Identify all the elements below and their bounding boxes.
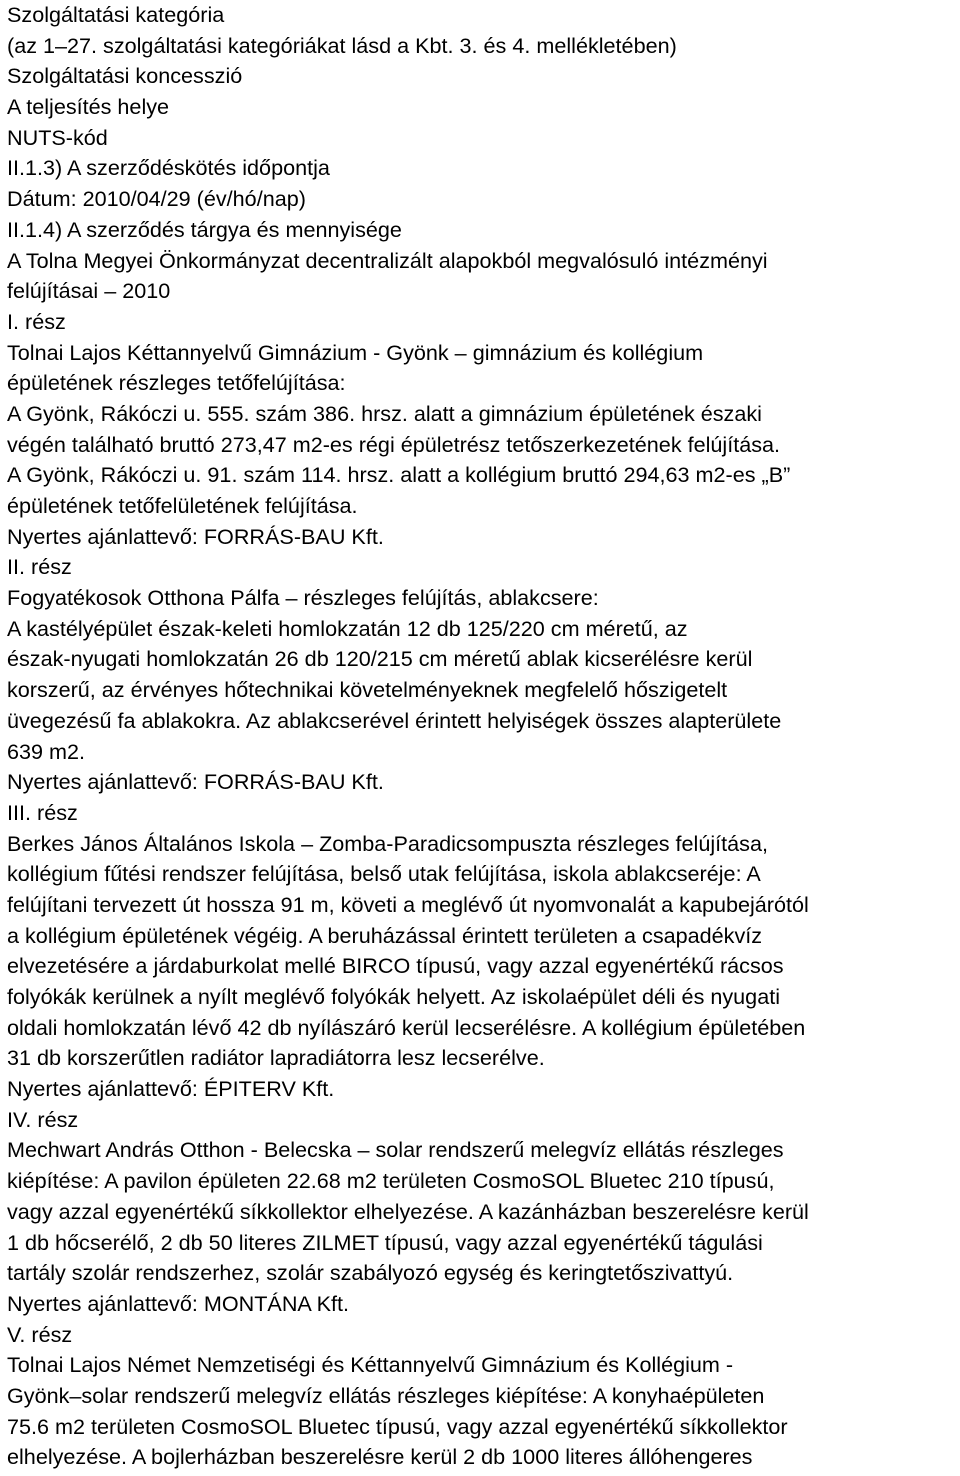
- text-line: Berkes János Általános Iskola – Zomba-Paradicsompuszta részleges felújítása,: [7, 830, 768, 856]
- part-heading: V. rész: [7, 1321, 73, 1347]
- section-heading: II.1.3) A szerződéskötés időpontja: [7, 155, 330, 181]
- text-line: üvegezésű fa ablakokra. Az ablakcserével érintett helyiségek összes alapterülete: [7, 707, 782, 733]
- text-line: elhelyezése. A bojlerházban beszerelésre kerül 2 db 1000 literes állóhengeres: [7, 1444, 753, 1470]
- part-heading: IV. rész: [7, 1106, 79, 1132]
- part-heading: II. rész: [7, 554, 72, 580]
- text-line: oldali homlokzatán lévő 42 db nyílászáró kerül lecserélésre. A kollégium épületében: [7, 1014, 806, 1040]
- text-line: Szolgáltatási kategória: [7, 2, 225, 27]
- text-line: felújítani tervezett út hossza 91 m, követi a meglévő út nyomvonalát a kapubejárótól: [7, 891, 809, 917]
- text-line: A Gyönk, Rákóczi u. 91. szám 114. hrsz. alatt a kollégium bruttó 294,63 m2-es „B”: [7, 462, 791, 488]
- text-line: A Tolna Megyei Önkormányzat decentralizált alapokból megvalósuló intézményi: [7, 247, 768, 273]
- winner-line: Nyertes ajánlattevő: FORRÁS-BAU Kft.: [7, 523, 384, 549]
- winner-line: Nyertes ajánlattevő: ÉPITERV Kft.: [7, 1076, 335, 1102]
- text-line: 1 db hőcserélő, 2 db 50 literes ZILMET típusú, vagy azzal egyenértékű tágulási: [7, 1229, 763, 1255]
- document-page: [7, 0, 957, 1473]
- text-line: A Gyönk, Rákóczi u. 555. szám 386. hrsz. alatt a gimnázium épületének északi: [7, 400, 762, 426]
- text-line: Tolnai Lajos Kéttannyelvű Gimnázium - Gyönk – gimnázium és kollégium: [7, 339, 704, 365]
- text-line: észak-nyugati homlokzatán 26 db 120/215 cm méretű ablak kicserélésre kerül: [7, 646, 753, 672]
- text-line: Szolgáltatási koncesszió: [7, 63, 243, 89]
- text-line: (az 1–27. szolgáltatási kategóriákat lásd a Kbt. 3. és 4. mellékletében): [7, 32, 677, 58]
- text-line: elvezetésére a járdaburkolat mellé BIRCO típusú, vagy azzal egyenértékű rácsos: [7, 953, 784, 979]
- text-line: végén található bruttó 273,47 m2-es régi épületrész tetőszerkezetének felújítása.: [7, 431, 781, 457]
- text-line: épületének tetőfelületének felújítása.: [7, 493, 358, 518]
- winner-line: Nyertes ajánlattevő: FORRÁS-BAU Kft.: [7, 769, 384, 795]
- text-line: Mechwart András Otthon - Belecska – solar rendszerű melegvíz ellátás részleges: [7, 1137, 784, 1163]
- text-line: A teljesítés helye: [7, 94, 170, 120]
- text-line: korszerű, az érvényes hőtechnikai követelményeknek megfelelő hőszigetelt: [7, 677, 728, 703]
- text-line: Tolnai Lajos Német Nemzetiségi és Kéttannyelvű Gimnázium és Kollégium -: [7, 1352, 734, 1378]
- text-line: 639 m2.: [7, 738, 86, 764]
- text-line: folyókák kerülnek a nyílt meglévő folyókák helyett. Az iskolaépület déli és nyugati: [7, 984, 780, 1009]
- text-line: vagy azzal egyenértékű síkkollektor elhelyezése. A kazánházban beszerelésre kerül: [7, 1198, 809, 1224]
- part-heading: I. rész: [7, 308, 66, 334]
- winner-line: Nyertes ajánlattevő: MONTÁNA Kft.: [7, 1290, 350, 1316]
- section-heading: II.1.4) A szerződés tárgya és mennyisége: [7, 216, 402, 242]
- part-heading: III. rész: [7, 799, 78, 825]
- text-line: épületének részleges tetőfelújítása:: [7, 370, 346, 396]
- text-line: NUTS-kód: [7, 124, 108, 150]
- text-line: a kollégium épületének végéig. A beruházással érintett területen a csapadékvíz: [7, 922, 763, 948]
- text-line: Fogyatékosok Otthona Pálfa – részleges felújítás, ablakcsere:: [7, 585, 599, 611]
- text-line: tartály szolár rendszerhez, szolár szabályozó egység és keringtetőszivattyú.: [7, 1260, 734, 1286]
- text-line: felújításai – 2010: [7, 278, 171, 304]
- text-line: Dátum: 2010/04/29 (év/hó/nap): [7, 186, 306, 212]
- text-line: kollégium fűtési rendszer felújítása, belső utak felújítása, iskola ablakcseréje: A: [7, 861, 761, 887]
- text-line: A kastélyépület észak-keleti homlokzatán 12 db 125/220 cm méretű, az: [7, 615, 688, 641]
- text-line: kiépítése: A pavilon épületen 22.68 m2 területen CosmoSOL Bluetec 210 típusú,: [7, 1168, 775, 1194]
- text-line: 31 db korszerűtlen radiátor lapradiátorra lesz lecserélve.: [7, 1045, 545, 1071]
- text-line: Gyönk–solar rendszerű melegvíz ellátás részleges kiépítése: A konyhaépületen: [7, 1382, 765, 1408]
- text-line: 75.6 m2 területen CosmoSOL Bluetec típusú, vagy azzal egyenértékű síkkollektor: [7, 1413, 788, 1439]
